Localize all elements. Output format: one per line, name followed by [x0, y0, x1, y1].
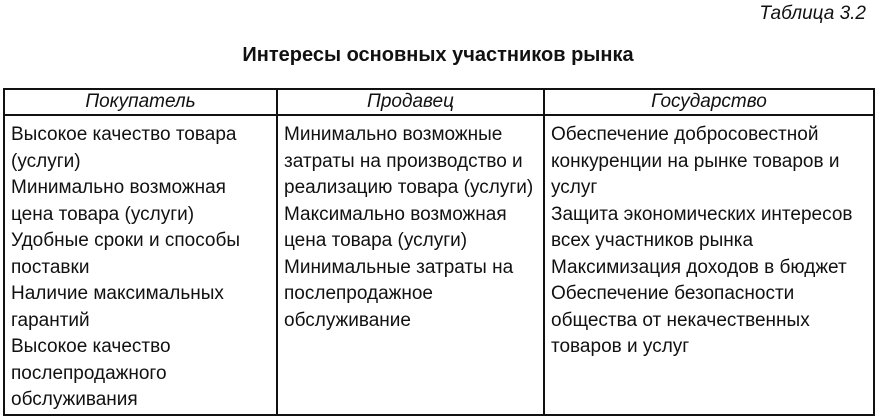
list-item: Защита экономических интересов всех участников рынка: [551, 203, 853, 251]
list-item: Минимально возможные затраты на производство и реализацию товара (услуги): [284, 124, 534, 198]
table-row: [4, 115, 874, 415]
list-item: Максимизация доходов в бюджет: [551, 256, 847, 278]
list-item: Обеспечение безопасности общества от некачественных товаров и услуг: [551, 283, 810, 357]
table-number: Таблица 3.2: [759, 3, 866, 24]
list-item: Наличие максимальных гарантий: [11, 283, 224, 331]
column-header-state: Государство: [544, 89, 874, 115]
table-header-row: [4, 89, 874, 115]
list-item: Высокое качество послепродажного обслуживания: [11, 336, 171, 410]
column-header-seller: Продавец: [277, 89, 544, 115]
list-item: Удобные сроки и способы поставки: [11, 230, 241, 278]
list-item: Минимальные затраты на послепродажное обслуживание: [284, 256, 514, 331]
list-item: Высокое качество товара (услуги): [11, 124, 237, 172]
column-header-buyer: Покупатель: [4, 89, 277, 115]
table-title: Интересы основных участников рынка: [242, 44, 634, 66]
list-item: Минимально возможная цена товара (услуги): [11, 177, 226, 225]
list-item: Максимально возможная цена товара (услуги): [284, 203, 507, 251]
state-interests-cell: [544, 115, 874, 415]
seller-interests-cell: [277, 115, 544, 415]
buyer-interests-cell: [4, 115, 277, 415]
market-participants-table: [3, 88, 875, 416]
list-item: Обеспечение добросовестной конкуренции на рынке товаров и услуг: [551, 124, 840, 198]
